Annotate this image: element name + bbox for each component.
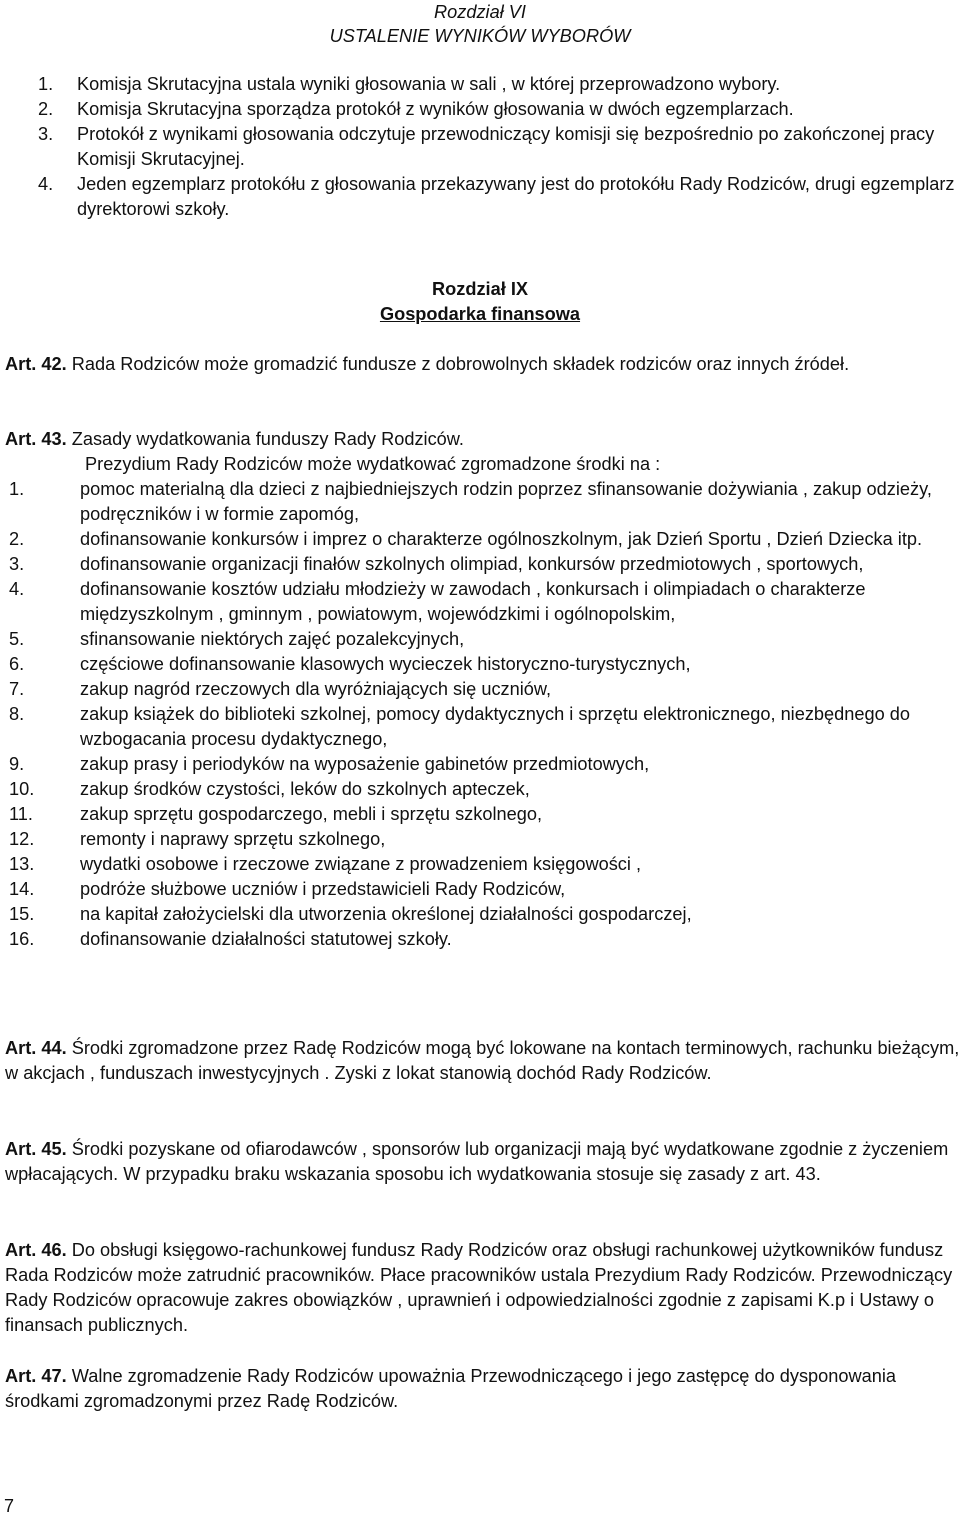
chapter-6-title: Rozdział VI <box>434 2 526 22</box>
item-text: zakup środków czystości, leków do szkolnych apteczek, <box>80 779 530 799</box>
item-number: 10. <box>9 779 35 799</box>
article-text: Środki zgromadzone przez Radę Rodziców mogą być lokowane na kontach terminowych, rachunku bieżącym, w akcjach , funduszach inwestycyjnych . Zyski z lokat stanowią dochód Rady Rodziców. <box>5 1038 960 1083</box>
list-item <box>38 122 958 172</box>
list-item <box>38 97 958 122</box>
article-label: Art. 45. <box>5 1139 67 1159</box>
page-number: 7 <box>4 1496 15 1516</box>
list-item <box>5 877 955 902</box>
item-number: 4. <box>38 174 54 194</box>
article-label: Art. 43. <box>5 429 67 449</box>
item-number: 2. <box>38 99 54 119</box>
list-item <box>5 902 955 927</box>
list-item <box>5 752 955 777</box>
item-number: 14. <box>9 879 35 899</box>
item-text: Protokół z wynikami głosowania odczytuje przewodniczący komisji się bezpośrednio po zakończonej pracy Komisji Skrutacyjnej. <box>77 124 935 169</box>
article-label: Art. 46. <box>5 1240 67 1260</box>
article-text: Rada Rodziców może gromadzić fundusze z dobrowolnych składek rodziców oraz innych źródeł. <box>71 354 850 374</box>
list-item <box>5 677 955 702</box>
item-text: dofinansowanie konkursów i imprez o charakterze ogólnoszkolnym, jak Dzień Sportu , Dzień Dziecka itp. <box>80 529 923 549</box>
article-44 <box>5 1036 960 1086</box>
article-text: Zasady wydatkowania funduszy Rady Rodziców. <box>71 429 464 449</box>
item-text: wydatki osobowe i rzeczowe związane z prowadzeniem księgowości , <box>80 854 642 874</box>
article-text: Środki pozyskane od ofiarodawców , sponsorów lub organizacji mają być wydatkowane zgodnie z życzeniem wpłacających. W przypadku braku wskazania sposobu ich wydatkowania stosuje się zasady z art. 43. <box>5 1139 949 1184</box>
list-item <box>5 802 955 827</box>
item-number: 6. <box>9 654 25 674</box>
item-number: 3. <box>9 554 25 574</box>
article-text: Do obsługi księgowo-rachunkowej fundusz Rady Rodziców oraz obsługi rachunkowej użytkowników fundusz Rada Rodziców może zatrudnić pracowników. Płace pracowników ustala Prezydium Rady Rodziców. Przewodniczący Rady Rodziców opracowuje zakres obowiązków , uprawnień i odpowiedzialności zgodnie z zapisami K.p i Ustawy o finansach publicznych. <box>5 1240 953 1335</box>
item-text: podróże służbowe uczniów i przedstawicieli Rady Rodziców, <box>80 879 566 899</box>
item-number: 3. <box>38 124 54 144</box>
item-number: 1. <box>38 74 54 94</box>
item-text: dofinansowanie działalności statutowej szkoły. <box>80 929 452 949</box>
item-number: 12. <box>9 829 35 849</box>
item-text: dofinansowanie kosztów udziału młodzieży w zawodach , konkursach i olimpiadach o charakterze międzyszkolnym , gminnym , powiatowym, wojewódzkimi i ogólnopolskim, <box>80 579 866 624</box>
item-text: na kapitał założycielski dla utworzenia określonej działalności gospodarczej, <box>80 904 692 924</box>
item-text: sfinansowanie niektórych zajęć pozalekcyjnych, <box>80 629 465 649</box>
item-text: zakup nagród rzeczowych dla wyróżniających się uczniów, <box>80 679 552 699</box>
list-item <box>5 927 955 952</box>
item-number: 11. <box>9 804 33 824</box>
list-item <box>5 827 955 852</box>
item-text: Komisja Skrutacyjna ustala wyniki głosowania w sali , w której przeprowadzono wybory. <box>77 74 781 94</box>
election-results-list <box>38 72 958 222</box>
list-item <box>5 702 955 752</box>
article-text: Walne zgromadzenie Rady Rodziców upoważnia Przewodniczącego i jego zastępcę do dysponowania środkami zgromadzonymi przez Radę Rodziców. <box>5 1366 897 1411</box>
list-item <box>5 652 955 677</box>
item-number: 8. <box>9 704 25 724</box>
chapter-6-subtitle: USTALENIE WYNIKÓW WYBORÓW <box>329 26 631 46</box>
item-number: 9. <box>9 754 25 774</box>
chapter-9-title: Rozdział IX <box>432 279 528 299</box>
item-number: 15. <box>9 904 35 924</box>
article-42 <box>5 352 960 377</box>
item-number: 7. <box>9 679 25 699</box>
list-item <box>38 172 958 222</box>
list-item <box>5 552 955 577</box>
item-number: 13. <box>9 854 35 874</box>
item-text: Jeden egzemplarz protokółu z głosowania przekazywany jest do protokółu Rady Rodziców, drugi egzemplarz dyrektorowi szkoły. <box>77 174 955 219</box>
article-43 <box>5 427 960 477</box>
article-label: Art. 42. <box>5 354 67 374</box>
list-item <box>5 477 955 527</box>
list-item <box>5 577 955 627</box>
item-number: 4. <box>9 579 25 599</box>
list-item <box>5 627 955 652</box>
expenditure-list <box>5 477 955 952</box>
list-item <box>5 852 955 877</box>
item-text: zakup prasy i periodyków na wyposażenie gabinetów przedmiotowych, <box>80 754 650 774</box>
chapter-9-subtitle: Gospodarka finansowa <box>379 304 581 324</box>
item-text: dofinansowanie organizacji finałów szkolnych olimpiad, konkursów przedmiotowych , sportowych, <box>80 554 864 574</box>
chapter-6-heading <box>0 0 960 48</box>
article-label: Art. 47. <box>5 1366 67 1386</box>
chapter-9-heading <box>0 277 960 327</box>
item-number: 1. <box>9 479 25 499</box>
list-item <box>5 527 955 552</box>
item-number: 16. <box>9 929 35 949</box>
item-text: zakup książek do biblioteki szkolnej, pomocy dydaktycznych i sprzętu elektronicznego, niezbędnego do wzbogacania procesu dydaktycznego, <box>80 704 911 749</box>
item-text: zakup sprzętu gospodarczego, mebli i sprzętu szkolnego, <box>80 804 543 824</box>
list-item <box>5 777 955 802</box>
article-label: Art. 44. <box>5 1038 67 1058</box>
item-number: 2. <box>9 529 25 549</box>
item-number: 5. <box>9 629 25 649</box>
article-intro: Prezydium Rady Rodziców może wydatkować zgromadzone środki na : <box>85 454 661 474</box>
article-46 <box>5 1238 960 1338</box>
item-text: częściowe dofinansowanie klasowych wycieczek historyczno-turystycznych, <box>80 654 691 674</box>
article-47 <box>5 1364 960 1414</box>
item-text: Komisja Skrutacyjna sporządza protokół z wyników głosowania w dwóch egzemplarzach. <box>77 99 794 119</box>
list-item <box>38 72 958 97</box>
item-text: remonty i naprawy sprzętu szkolnego, <box>80 829 386 849</box>
article-45 <box>5 1137 960 1187</box>
item-text: pomoc materialną dla dzieci z najbiedniejszych rodzin poprzez sfinansowanie dożywiania , zakup odzieży, podręczników i w formie zapomóg, <box>80 479 932 524</box>
